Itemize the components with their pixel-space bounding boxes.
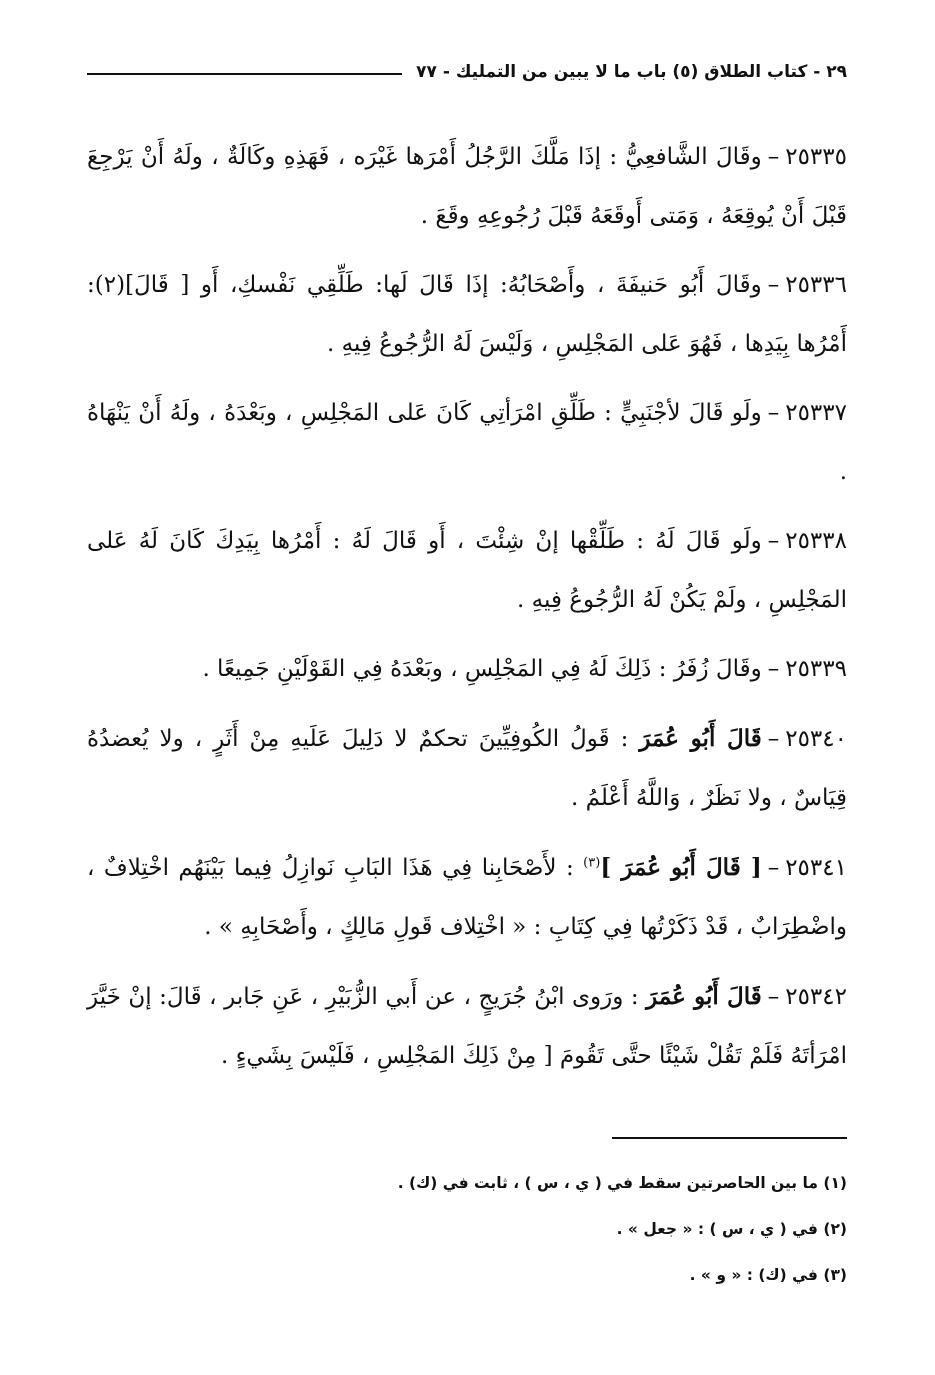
body-text <box>87 128 847 1096</box>
paragraph-dash: – <box>767 855 780 881</box>
footnote-rule <box>612 1137 847 1139</box>
paragraph-25336 <box>87 256 847 374</box>
paragraph-25340 <box>87 709 847 828</box>
footnote-1: (١) ما بين الحاصرتين سقط في ( ي ، س ) ، ثابت في (ك) . <box>397 1174 847 1192</box>
paragraph-dash: – <box>767 144 780 170</box>
footnote-2: (٢) في ( ي ، س ) : « جعل » . <box>616 1220 847 1238</box>
paragraph-lead: قَالَ أَبُو عُمَرَ <box>646 983 762 1010</box>
running-header-title: ٢٩ - كتاب الطلاق (٥) باب ما لا يبين من التمليك - ٧٧ <box>416 62 847 82</box>
running-header <box>87 62 847 82</box>
paragraph-text: وقَالَ أَبُو حَنيفَةَ ، وأَصْحَابُهُ: إذَا قَالَ لَها: طَلِّقِي نَفْسكِ، أَو [ قَالَ](٢): أَمْرُها بِيَدِها ، فَهُوَ عَلى المَجْلِسِ ، وَلَيْسَ لَهُ الرُّجُوعُ فِيهِ . <box>87 272 847 357</box>
paragraph-number: ٢٥٣٣٥ <box>785 144 847 170</box>
footnotes <box>87 1160 847 1298</box>
paragraph-number: ٢٥٣٣٨ <box>785 528 847 554</box>
footnote-3: (٣) في (ك) : « و » . <box>689 1266 847 1284</box>
paragraph-text: ولَو قَالَ لأجْنَبِيٍّ : طَلِّقِ امْرَأتِي كَانَ عَلى المَجْلِسِ ، وبَعْدَهُ ، ولَهُ أَنْ يَنْهَاهُ . <box>87 400 847 485</box>
paragraph-text: : ورَوى ابْنُ جُرَيجٍ ، عن أَبي الزُّبَيْرِ ، عَنِ جَابر ، قَالَ: إنْ خَيَّرَ امْرَأتَهُ فَلَمْ تَقُلْ شَيْئًا حتَّى تَقُومَ [ مِنْ ذَلِكَ المَجْلِسِ ، فَلَيْسَ بِشَيءٍ . <box>87 984 847 1069</box>
paragraph-text: وقَالَ زُفَرُ : ذَلِكَ لَهُ فِي المَجْلِسِ ، وبَعْدَهُ فِي القَوْلَيْنِ جَمِيعًا . <box>202 656 762 682</box>
header-rule <box>87 73 402 75</box>
paragraph-lead: [ قَالَ أَبُو عُمَرَ ] <box>600 854 762 881</box>
paragraph-25337 <box>87 384 847 502</box>
paragraph-number: ٢٥٣٣٦ <box>785 272 847 298</box>
paragraph-text: : لأَصْحَابِنا فِي هَذَا البَابِ نَوازِلُ فِيما بَيْنَهُم اخْتِلافٌ ، واضْطِرَابٌ ، قَدْ ذَكَرْتُها فِي كِتَابِ : « اخْتِلاف قَولِ مَالِكٍ ، وأَصْحَابِهِ » . <box>87 855 847 940</box>
paragraph-number: ٢٥٣٤٠ <box>785 726 847 752</box>
paragraph-25341 <box>87 838 847 957</box>
paragraph-number: ٢٥٣٣٩ <box>785 656 847 682</box>
paragraph-25338 <box>87 512 847 630</box>
paragraph-number: ٢٥٣٣٧ <box>785 400 847 426</box>
paragraph-dash: – <box>767 656 780 682</box>
footnote-ref: (٣) <box>583 855 601 871</box>
paragraph-number: ٢٥٣٤٢ <box>785 984 847 1010</box>
paragraph-25335 <box>87 128 847 246</box>
paragraph-dash: – <box>767 984 780 1010</box>
paragraph-lead: قَالَ أَبُو عُمَرَ <box>639 725 762 752</box>
paragraph-text: : قَولُ الكُوفِيِّينَ تحكمٌ لا دَلِيلَ عَلَيهِ مِنْ أَثَرٍ ، ولا يُعضدُهُ قِيَاسٌ ، ولا نَظَرٌ ، وَاللَّهُ أَعْلَمُ . <box>87 726 847 811</box>
paragraph-dash: – <box>767 272 780 298</box>
paragraph-25339 <box>87 640 847 699</box>
paragraph-number: ٢٥٣٤١ <box>785 855 847 881</box>
paragraph-text: ولَو قَالَ لَهُ : طَلِّقْها إنْ شِئْتَ ، أَو قَالَ لَهُ : أَمْرُها بِيَدِكَ كَانَ لَهُ عَلى المَجْلِسِ ، ولَمْ يَكُنْ لَهُ الرُّجُوعُ فِيهِ . <box>87 528 847 613</box>
paragraph-text: وقَالَ الشَّافعِيُّ : إذَا مَلَّكَ الرَّجُلُ أَمْرَها غَيْرَه ، فَهَذِهِ وكَالَةٌ ، ولَهُ أَنْ يَرْجِعَ قَبْلَ أَنْ يُوقِعَهُ ، وَمَتى أَوقَعَهُ قَبْلَ رُجُوعِهِ وقَعَ . <box>87 144 847 229</box>
paragraph-25342 <box>87 967 847 1086</box>
paragraph-dash: – <box>767 400 780 426</box>
paragraph-dash: – <box>767 726 780 752</box>
paragraph-dash: – <box>767 528 780 554</box>
